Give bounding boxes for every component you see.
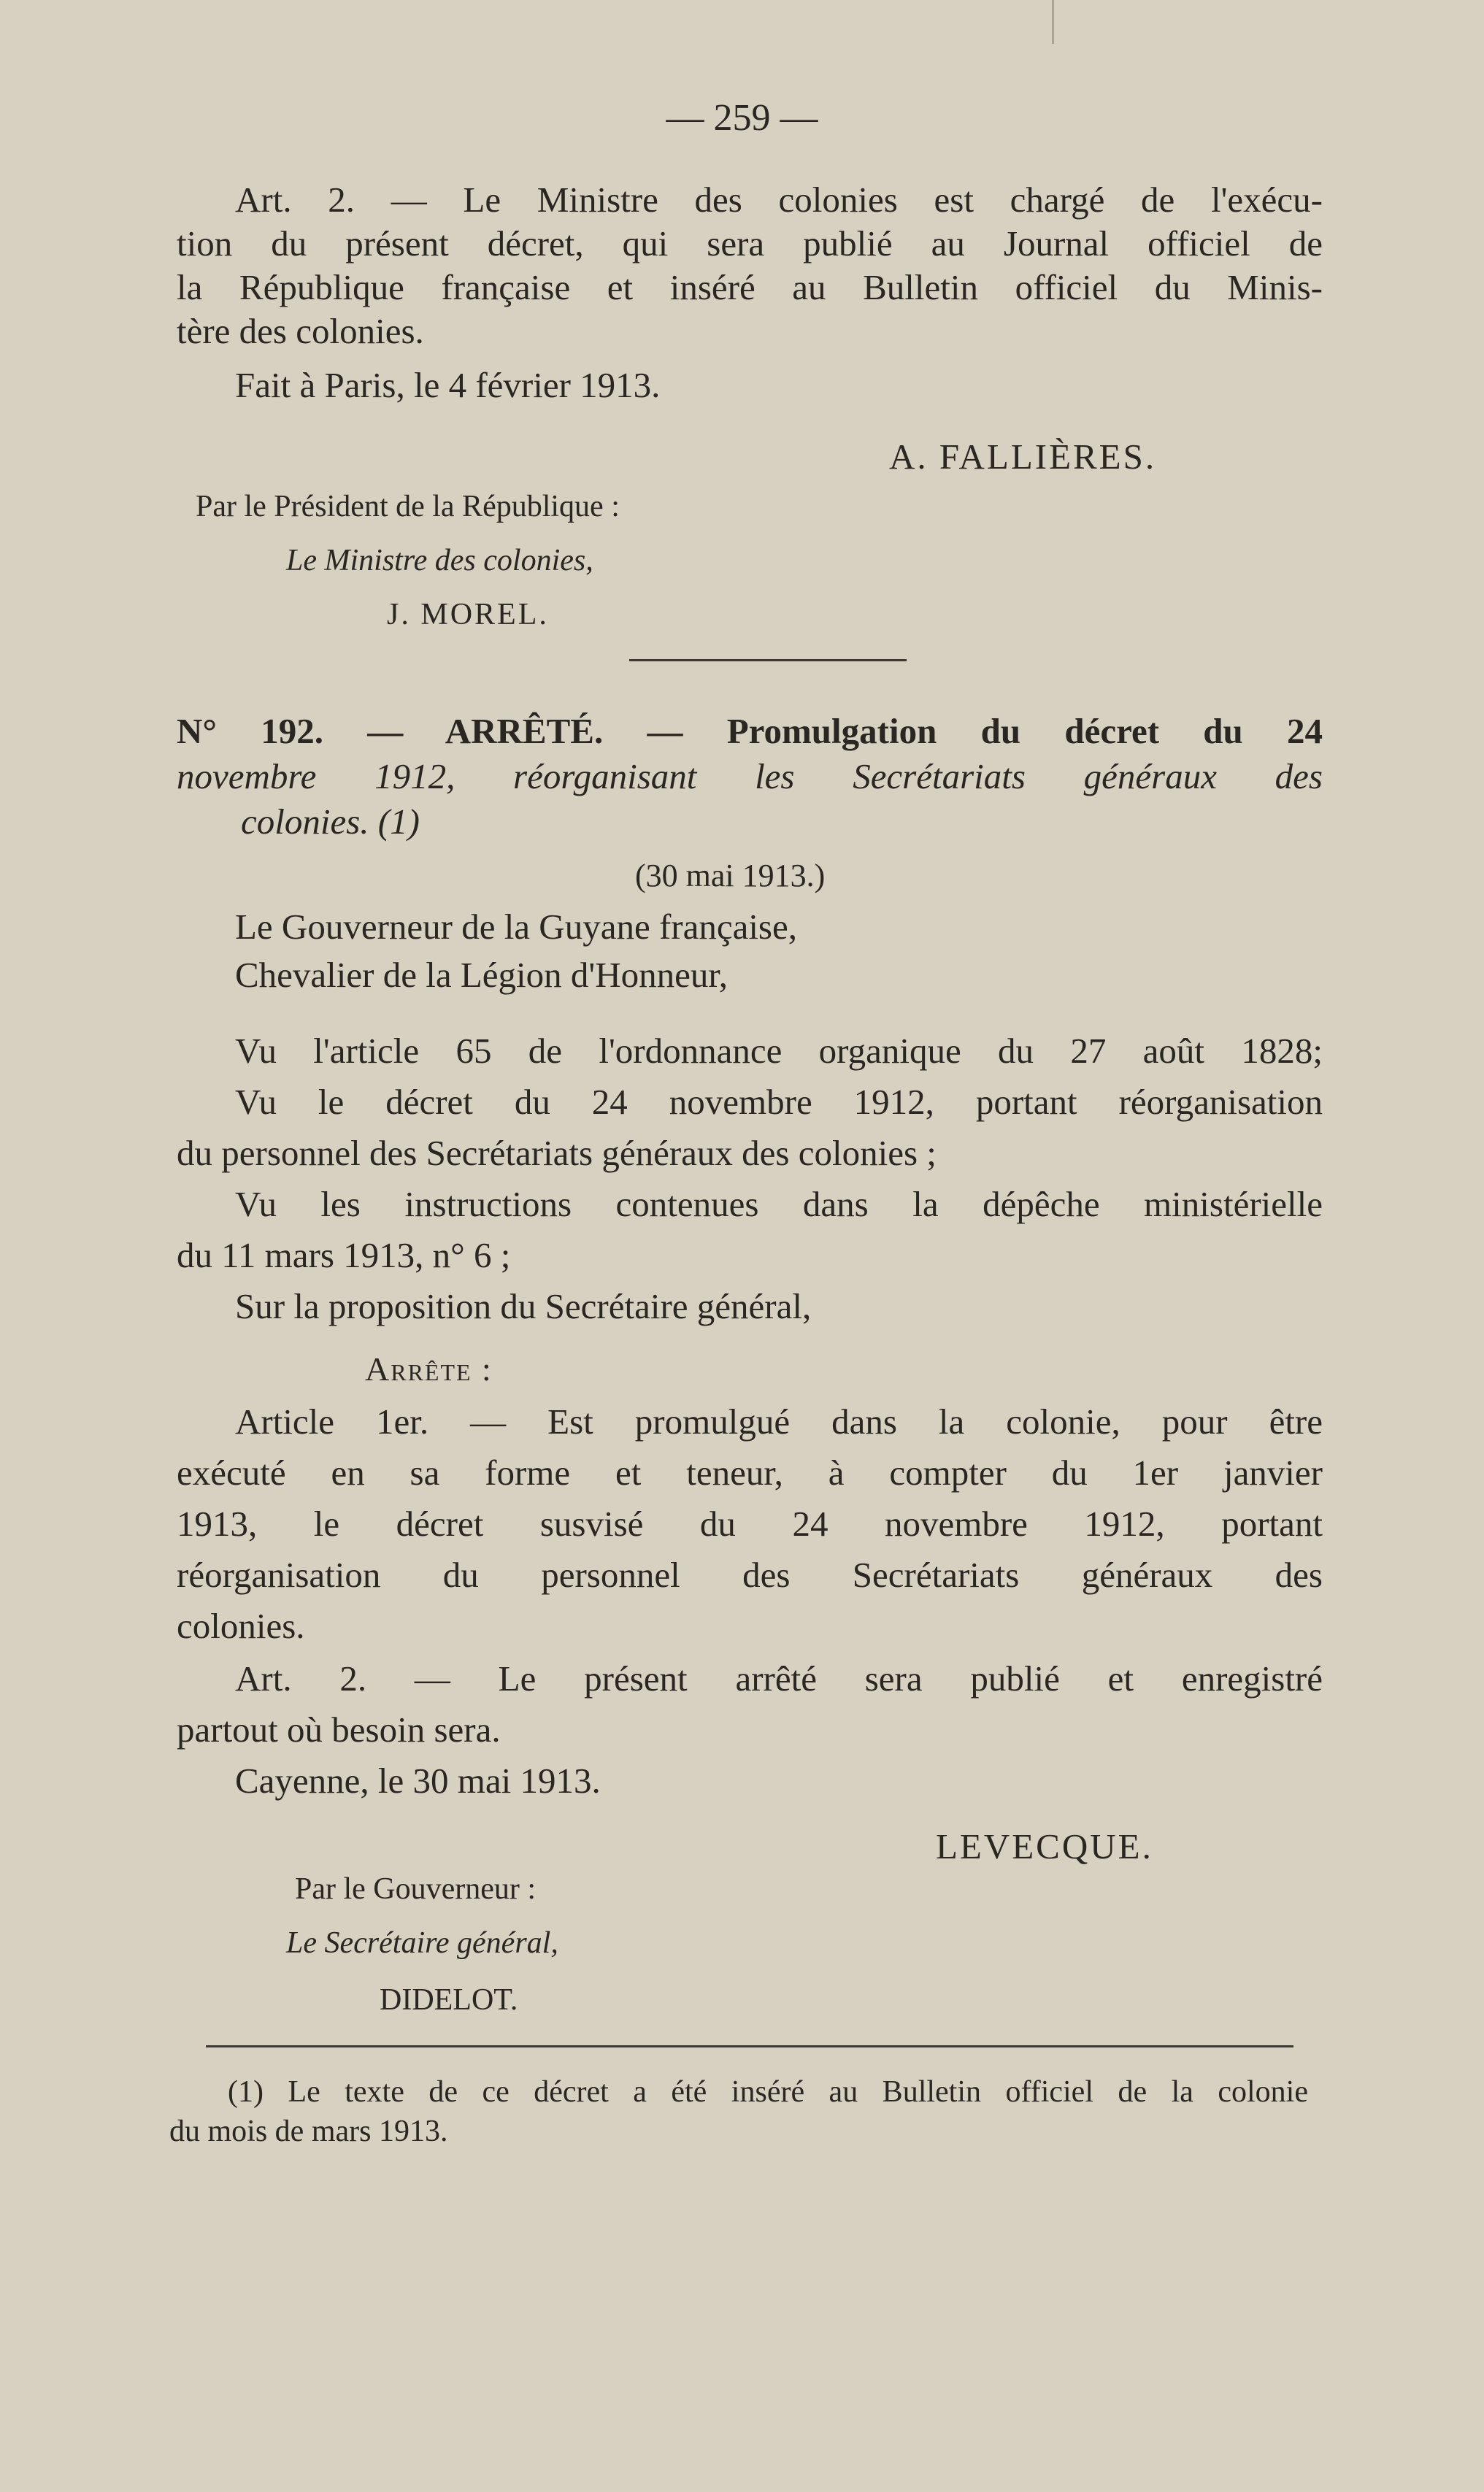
vu-line: Vu l'article 65 de l'ordonnance organique du 27 août 1828;	[235, 1031, 1323, 1071]
arrete-title-line: colonies. (1)	[241, 801, 420, 842]
vu-line: Vu les instructions contenues dans la dépêche ministérielle	[235, 1184, 1323, 1224]
footnote-line: (1) Le texte de ce décret a été inséré au Bulletin officiel de la colonie	[228, 2075, 1308, 2109]
article1-line: Article 1er. — Est promulgué dans la colonie, pour être	[235, 1401, 1323, 1442]
arrete-title-line: N° 192. — ARRÊTÉ. — Promulgation du décret du 24	[177, 711, 1323, 751]
by-governor: Par le Gouverneur :	[295, 1872, 537, 1906]
section-separator	[629, 659, 907, 661]
minister-name: J. MOREL.	[387, 598, 549, 631]
vu-line: Vu le décret du 24 novembre 1912, portant réorganisation	[235, 1082, 1323, 1122]
vu-line: Sur la proposition du Secrétaire général,	[235, 1286, 812, 1326]
article2-line: Art. 2. — Le présent arrêté sera publié et enregistré	[235, 1658, 1323, 1699]
decree-signatory: A. FALLIÈRES.	[889, 437, 1157, 477]
vu-line: du personnel des Secrétariats généraux des colonies ;	[177, 1133, 937, 1173]
governor-line: Le Gouverneur de la Guyane française,	[235, 907, 798, 947]
secretary-name: DIDELOT.	[380, 1983, 518, 2017]
decree-article2-line: Art. 2. — Le Ministre des colonies est chargé de l'exécu-	[235, 180, 1323, 220]
arrete-heading: Arrête :	[365, 1350, 493, 1388]
article2-line: partout où besoin sera.	[177, 1710, 501, 1750]
decree-article2-line: tion du présent décret, qui sera publié au Journal officiel de	[177, 223, 1323, 264]
vu-line: du 11 mars 1913, n° 6 ;	[177, 1235, 511, 1275]
decree-article2-line: tère des colonies.	[177, 311, 424, 351]
arrete-date: (30 mai 1913.)	[635, 858, 826, 893]
arrete-title-line: novembre 1912, réorganisant les Secrétariats généraux des	[177, 756, 1323, 796]
minister-title: Le Ministre des colonies,	[286, 544, 593, 577]
article1-line: exécuté en sa forme et teneur, à compter du 1er janvier	[177, 1453, 1323, 1493]
article1-line: colonies.	[177, 1606, 305, 1646]
decree-article2-line: la République française et inséré au Bulletin officiel du Minis-	[177, 267, 1323, 307]
decree-by-president: Par le Président de la République :	[196, 490, 620, 523]
secretary-title: Le Secrétaire général,	[286, 1926, 558, 1960]
decree-done-at: Fait à Paris, le 4 février 1913.	[235, 365, 661, 405]
article1-line: réorganisation du personnel des Secrétariats généraux des	[177, 1555, 1323, 1595]
arrete-signatory: LEVECQUE.	[936, 1826, 1153, 1866]
place-date: Cayenne, le 30 mai 1913.	[235, 1761, 601, 1801]
footnote-line: du mois de mars 1913.	[169, 2115, 448, 2148]
article1-line: 1913, le décret susvisé du 24 novembre 1912, portant	[177, 1504, 1323, 1544]
page-crease	[1052, 0, 1054, 44]
page-number: — 259 —	[666, 97, 818, 139]
governor-line: Chevalier de la Légion d'Honneur,	[235, 955, 728, 995]
footnote-rule	[206, 2045, 1293, 2047]
